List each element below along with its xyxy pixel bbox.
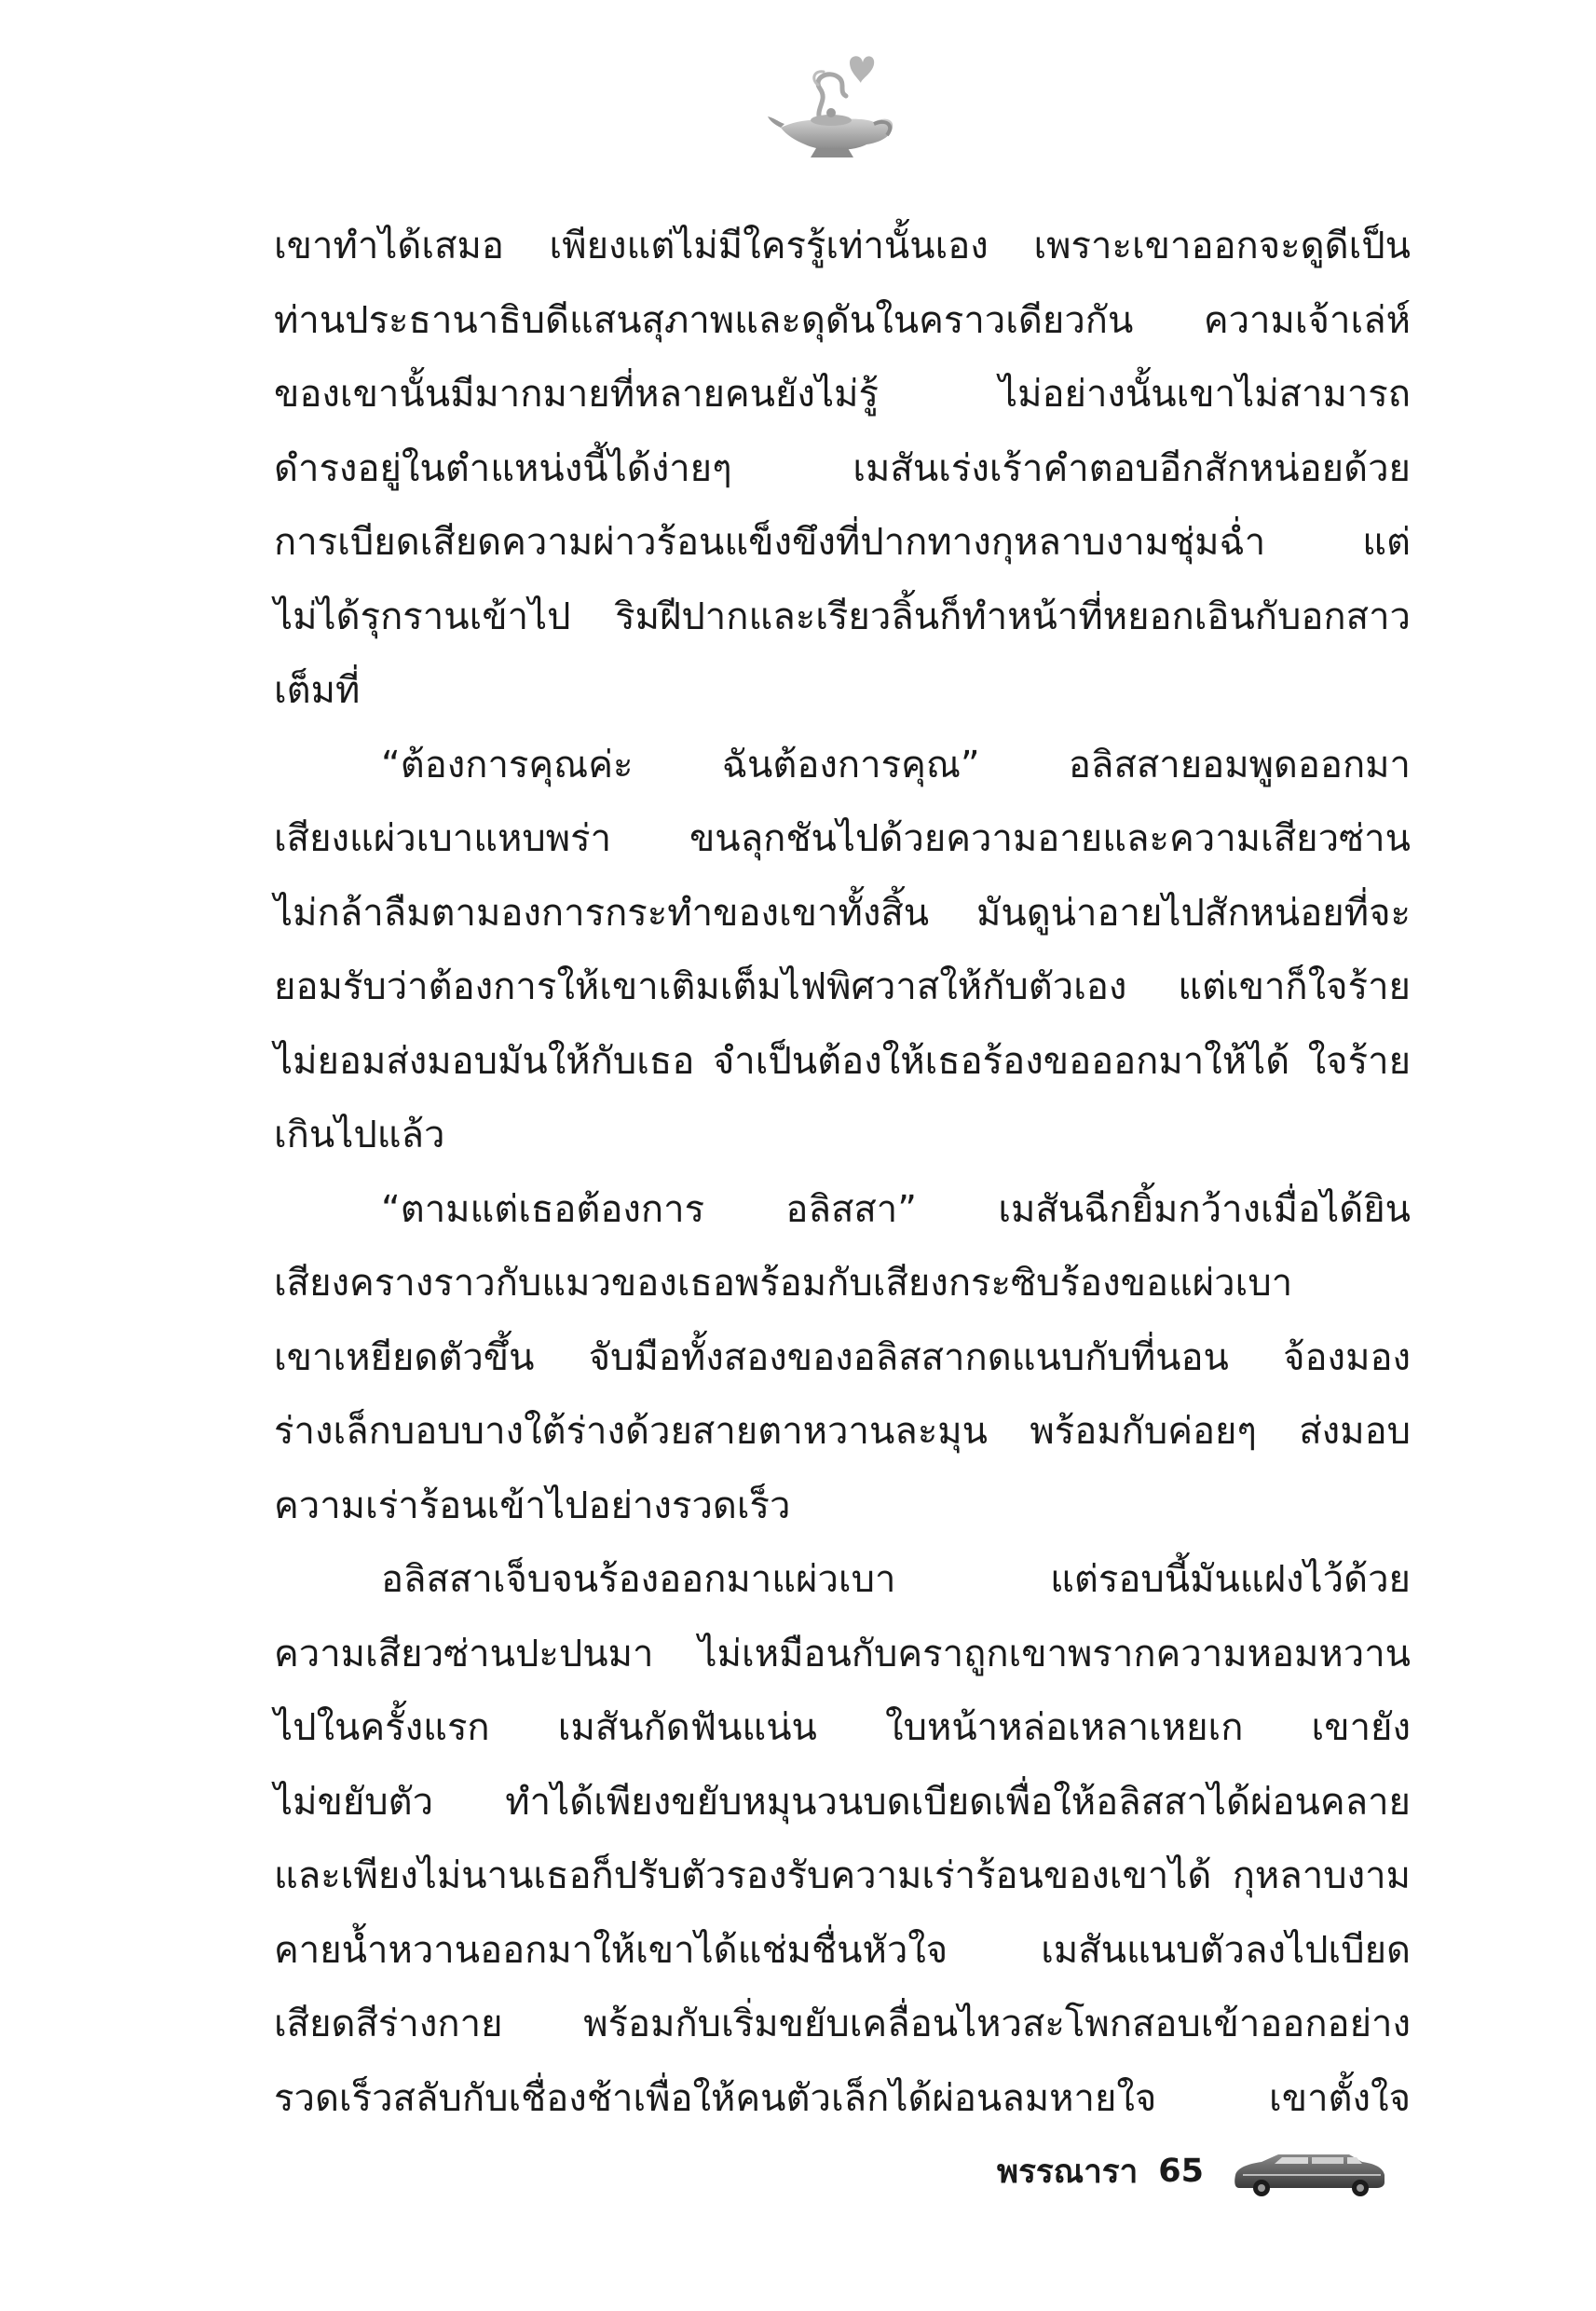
text-line: อลิสสาเจ็บจนร้องออกมาแผ่วเบา แต่รอบนี้มันแฝงไว้ด้วย <box>381 1558 1411 1601</box>
text-line: ร่างเล็กบอบบางใต้ร่างด้วยสายตาหวานละมุน พร้อมกับค่อยๆ ส่งมอบ <box>274 1410 1411 1453</box>
text-line: เต็มที่ <box>274 669 361 712</box>
paragraph <box>274 210 1411 729</box>
text-line: รวดเร็วสลับกับเชื่องช้าเพื่อให้คนตัวเล็กได้ผ่อนลมหายใจ เขาตั้งใจ <box>274 2076 1411 2120</box>
text-line: เขาทำได้เสมอ เพียงแต่ไม่มีใครรู้เท่านั้นเอง เพราะเขาออกจะดูดีเป็น <box>274 225 1411 267</box>
text-line: ไม่ยอมส่งมอบมันให้กับเธอ จำเป็นต้องให้เธอร้องขอออกมาให้ได้ ใจร้าย <box>274 1039 1411 1083</box>
body-text <box>274 210 1411 2136</box>
text-line: ยอมรับว่าต้องการให้เขาเติมเต็มไฟพิศวาสให้กับตัวเอง แต่เขาก็ใจร้าย <box>274 965 1411 1008</box>
text-line: “ตามแต่เธอต้องการ อลิสสา” เมสันฉีกยิ้มกว้างเมื่อได้ยิน <box>381 1187 1411 1231</box>
text-line: คายน้ำหวานออกมาให้เขาได้แช่มชื่นหัวใจ เมสันแนบตัวลงไปเบียด <box>274 1928 1411 1972</box>
page-number: 65 <box>1158 2153 1204 2190</box>
text-line: ไม่ได้รุกรานเข้าไป ริมฝีปากและเรียวลิ้นก็ทำหน้าที่หยอกเอินกับอกสาว <box>274 595 1411 638</box>
text-line: ความเสียวซ่านปะปนมา ไม่เหมือนกับคราถูกเขาพรากความหอมหวาน <box>274 1632 1411 1675</box>
paragraph <box>274 729 1411 1173</box>
text-line: ไปในครั้งแรก เมสันกัดฟันแน่น ใบหน้าหล่อเหลาเหยเก เขายัง <box>274 1706 1411 1749</box>
book-title: พรรณารา <box>997 2153 1139 2191</box>
text-line: ดำรงอยู่ในตำแหน่งนี้ได้ง่ายๆ เมสันเร่งเร้าคำตอบอีกสักหน่อยด้วย <box>274 446 1411 490</box>
text-line: การเบียดเสียดความผ่าวร้อนแข็งขึงที่ปากทางกุหลาบงามชุ่มฉ่ำ แต่ <box>274 521 1411 564</box>
text-line: ท่านประธานาธิบดีแสนสุภาพและดุดันในคราวเดียวกัน ความเจ้าเล่ห์ <box>274 298 1411 342</box>
text-line: เสียงครางราวกับแมวของเธอพร้อมกับเสียงกระซิบร้องขอแผ่วเบา <box>274 1262 1293 1305</box>
text-line: “ต้องการคุณค่ะ ฉันต้องการคุณ” อลิสสายอมพูดออกมา <box>381 743 1411 786</box>
text-line: ความเร่าร้อนเข้าไปอย่างรวดเร็ว <box>274 1484 791 1527</box>
paragraph <box>274 1173 1411 1544</box>
text-line: เขาเหยียดตัวขึ้น จับมือทั้งสองของอลิสสากดแนบกับที่นอน จ้องมอง <box>274 1335 1411 1379</box>
page-footer <box>997 2143 1388 2199</box>
paragraph <box>274 1543 1411 2136</box>
text-line: ไม่กล้าลืมตามองการกระทำของเขาทั้งสิ้น มันดูน่าอายไปสักหน่อยที่จะ <box>274 891 1411 935</box>
text-line: เสียงแผ่วเบาแหบพร่า ขนลุกชันไปด้วยความอายและความเสียวซ่าน <box>274 817 1411 860</box>
text-line: และเพียงไม่นานเธอก็ปรับตัวรองรับความเร่าร้อนของเขาได้ กุหลาบงาม <box>274 1854 1411 1897</box>
genie-lamp-heart-icon <box>764 51 904 163</box>
text-line: ไม่ขยับตัว ทำได้เพียงขยับหมุนวนบดเบียดเพื่อให้อลิสสาได้ผ่อนคลาย <box>274 1780 1411 1824</box>
text-line: ของเขานั้นมีมากมายที่หลายคนยังไม่รู้ ไม่อย่างนั้นเขาไม่สามารถ <box>274 373 1411 416</box>
text-line: เสียดสีร่างกาย พร้อมกับเริ่มขยับเคลื่อนไหวสะโพกสอบเข้าออกอย่าง <box>274 2003 1411 2045</box>
limousine-icon <box>1230 2143 1388 2199</box>
text-line: เกินไปแล้ว <box>274 1114 445 1156</box>
